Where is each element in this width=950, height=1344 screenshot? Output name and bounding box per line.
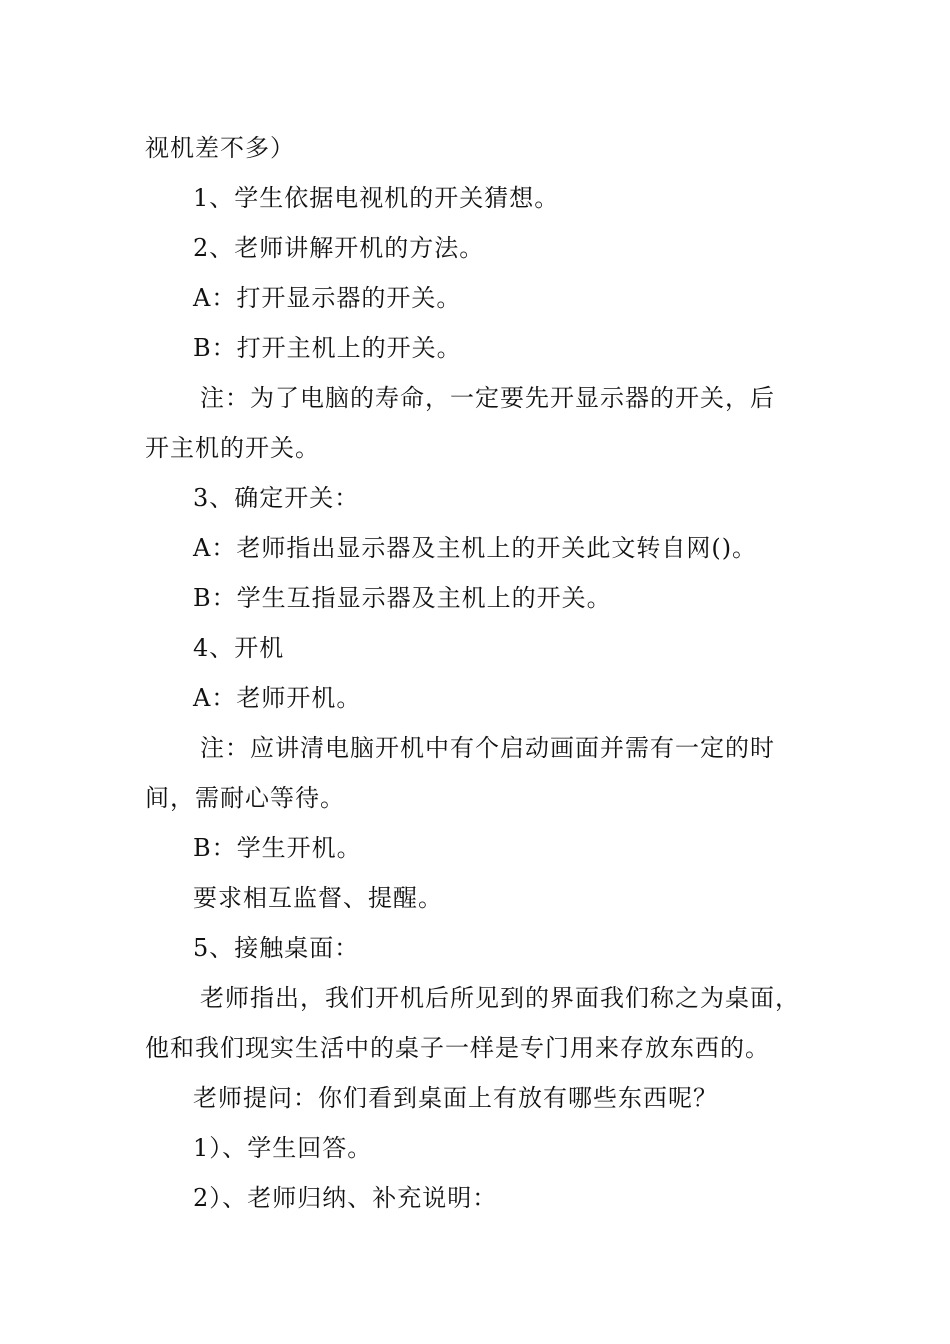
- text-line-substep-1: 1）、学生回答。: [193, 1134, 373, 1162]
- text-line-step-2a: A：打开显示器的开关。: [193, 284, 462, 312]
- text-line-note-2-cont: 间，需耐心等待。: [145, 784, 345, 812]
- text-line-step-3a: A：老师指出显示器及主机上的开关此文转自网()。: [193, 534, 758, 562]
- text-line-desktop-intro-cont: 他和我们现实生活中的桌子一样是专门用来存放东西的。: [145, 1034, 770, 1062]
- text-line-step-2b: B：打开主机上的开关。: [193, 334, 462, 362]
- text-line-substep-2: 2）、老师归纳、补充说明：: [193, 1184, 498, 1212]
- text-line-note-1-cont: 开主机的开关。: [145, 434, 320, 462]
- text-line-requirement: 要求相互监督、提醒。: [193, 884, 443, 912]
- text-line-note-2: 注：应讲清电脑开机中有个启动画面并需有一定的时: [200, 734, 775, 762]
- text-line-desktop-intro: 老师指出，我们开机后所见到的界面我们称之为桌面，: [200, 984, 800, 1012]
- text-line-step-4a: A：老师开机。: [193, 684, 362, 712]
- text-line-continuation: 视机差不多）: [145, 134, 295, 162]
- text-line-step-1: 1、学生依据电视机的开关猜想。: [193, 184, 560, 212]
- text-line-step-2: 2、老师讲解开机的方法。: [193, 234, 485, 262]
- text-line-step-3: 3、确定开关：: [193, 484, 360, 512]
- text-line-step-3b: B：学生互指显示器及主机上的开关。: [193, 584, 612, 612]
- text-line-step-5: 5、接触桌面：: [193, 934, 360, 962]
- text-line-step-4: 4、开机: [193, 634, 285, 662]
- text-line-note-1: 注：为了电脑的寿命，一定要先开显示器的开关，后: [200, 384, 775, 412]
- text-line-teacher-question: 老师提问：你们看到桌面上有放有哪些东西呢？: [193, 1084, 718, 1112]
- text-line-step-4b: B：学生开机。: [193, 834, 362, 862]
